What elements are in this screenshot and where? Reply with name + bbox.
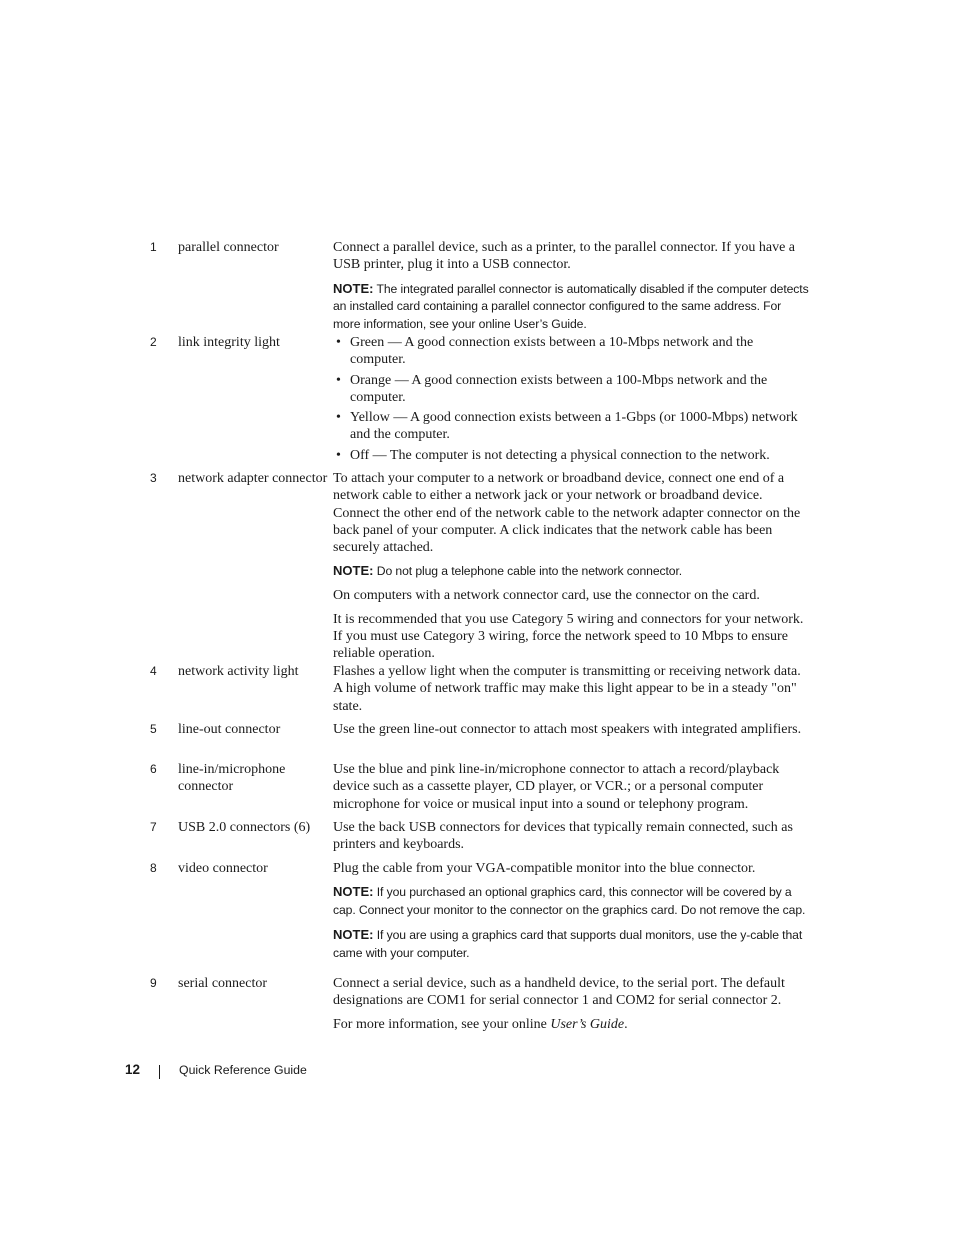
connector-label: serial connector xyxy=(178,976,268,991)
note xyxy=(333,562,811,581)
connector-label: USB 2.0 connectors (6) xyxy=(178,820,311,835)
note xyxy=(333,280,811,334)
description-paragraph: Connect a parallel device, such as a printer, to the parallel connector. If you have a USB printer, plug it into a USB connector. xyxy=(333,240,796,273)
note-text: Do not plug a telephone cable into the network connector. xyxy=(373,564,683,579)
footer-divider xyxy=(159,1065,160,1079)
connector-label: network adapter connector xyxy=(178,471,328,486)
description-paragraph: Plug the cable from your VGA-compatible monitor into the blue connector. xyxy=(333,861,756,876)
description-paragraph: It is recommended that you use Category 5 wiring and connectors for your network. If you must use Category 3 wiring, force the network speed to 10 Mbps to ensure reliable operation. xyxy=(333,611,804,662)
connector-description xyxy=(333,239,811,340)
row-number: 8 xyxy=(150,861,157,875)
list-item: • Yellow — A good connection exists between a 1-Gbps (or 1000-Mbps) network and the computer. xyxy=(333,409,811,444)
connector-description xyxy=(333,819,811,860)
row-number: 4 xyxy=(150,664,157,678)
page-number: 12 xyxy=(125,1062,141,1077)
connector-label: line-in/microphone connector xyxy=(178,762,286,795)
connector-description xyxy=(333,334,811,467)
connector-label: network activity light xyxy=(178,664,299,679)
description-paragraph: Use the back USB connectors for devices that typically remain connected, such as printers and keyboards. xyxy=(333,820,793,853)
status-list xyxy=(333,334,811,464)
connector-description xyxy=(333,860,811,968)
paragraph-text: For more information, see your online xyxy=(333,1016,551,1032)
connector-label: video connector xyxy=(178,861,268,876)
note xyxy=(333,883,811,920)
description-paragraph: Use the blue and pink line-in/microphone connector to attach a record/playback device such as a cassette player, CD player, or VCR.; or a personal computer microphone for voice or musical input into a sound or telephony program. xyxy=(333,762,780,812)
row-number: 2 xyxy=(150,335,157,349)
note-lead: NOTE: xyxy=(333,926,374,942)
connector-description xyxy=(333,663,811,721)
note-text: If you purchased an optional graphics card, this connector will be covered by a cap. Connect your monitor to the connector on the graphics card. Do not remove the cap. xyxy=(333,885,806,918)
description-paragraph xyxy=(333,1016,811,1033)
connector-description xyxy=(333,761,811,819)
description-paragraph: Use the green line-out connector to attach most speakers with integrated amplifiers. xyxy=(333,722,802,737)
row-number: 1 xyxy=(150,240,157,254)
note-lead: NOTE: xyxy=(333,563,374,579)
description-paragraph: To attach your computer to a network or broadband device, connect one end of a network cable to either a network jack or your network or broadband device. Connect the other end of the network cable to the network adapter connector on the back panel of your computer. A click indicates that the network cable has been securely attached. xyxy=(333,471,801,556)
description-paragraph: Connect a serial device, such as a handheld device, to the serial port. The default designations are COM1 for serial connector 1 and COM2 for serial connector 2. xyxy=(333,976,785,1009)
description-paragraph: On computers with a network connector card, use the connector on the card. xyxy=(333,588,760,604)
note-text: The integrated parallel connector is automatically disabled if the computer detects an installed card containing a parallel connector configured to the same address. For more information, see your online User’s Guide. xyxy=(333,281,809,332)
note-lead: NOTE: xyxy=(333,884,374,900)
connector-description xyxy=(333,721,811,744)
connector-label: line-out connector xyxy=(178,722,281,737)
row-number: 9 xyxy=(150,976,157,990)
page-footer xyxy=(0,1062,954,1082)
note-text: If you are using a graphics card that supports dual monitors, use the y-cable that came with your computer. xyxy=(333,927,803,960)
connector-description xyxy=(333,470,811,668)
row-number: 5 xyxy=(150,722,157,736)
list-item: • Orange — A good connection exists between a 100-Mbps network and the computer. xyxy=(333,372,811,407)
list-item: • Off — The computer is not detecting a physical connection to the network. xyxy=(333,447,811,464)
paragraph-text: . xyxy=(624,1016,628,1032)
footer-title: Quick Reference Guide xyxy=(179,1063,307,1077)
note xyxy=(333,926,811,963)
list-item: • Green — A good connection exists between a 10-Mbps network and the computer. xyxy=(333,334,811,369)
connector-label: parallel connector xyxy=(178,240,279,255)
row-number: 6 xyxy=(150,762,157,776)
connector-description xyxy=(333,975,811,1039)
row-number: 7 xyxy=(150,820,157,834)
note-lead: NOTE: xyxy=(333,280,374,296)
connector-label: link integrity light xyxy=(178,335,280,350)
guide-title: User’s Guide xyxy=(550,1016,625,1032)
description-paragraph: Flashes a yellow light when the computer is transmitting or receiving network data. A high volume of network traffic may make this light appear to be in a steady "on" state. xyxy=(333,664,801,714)
row-number: 3 xyxy=(150,471,157,485)
